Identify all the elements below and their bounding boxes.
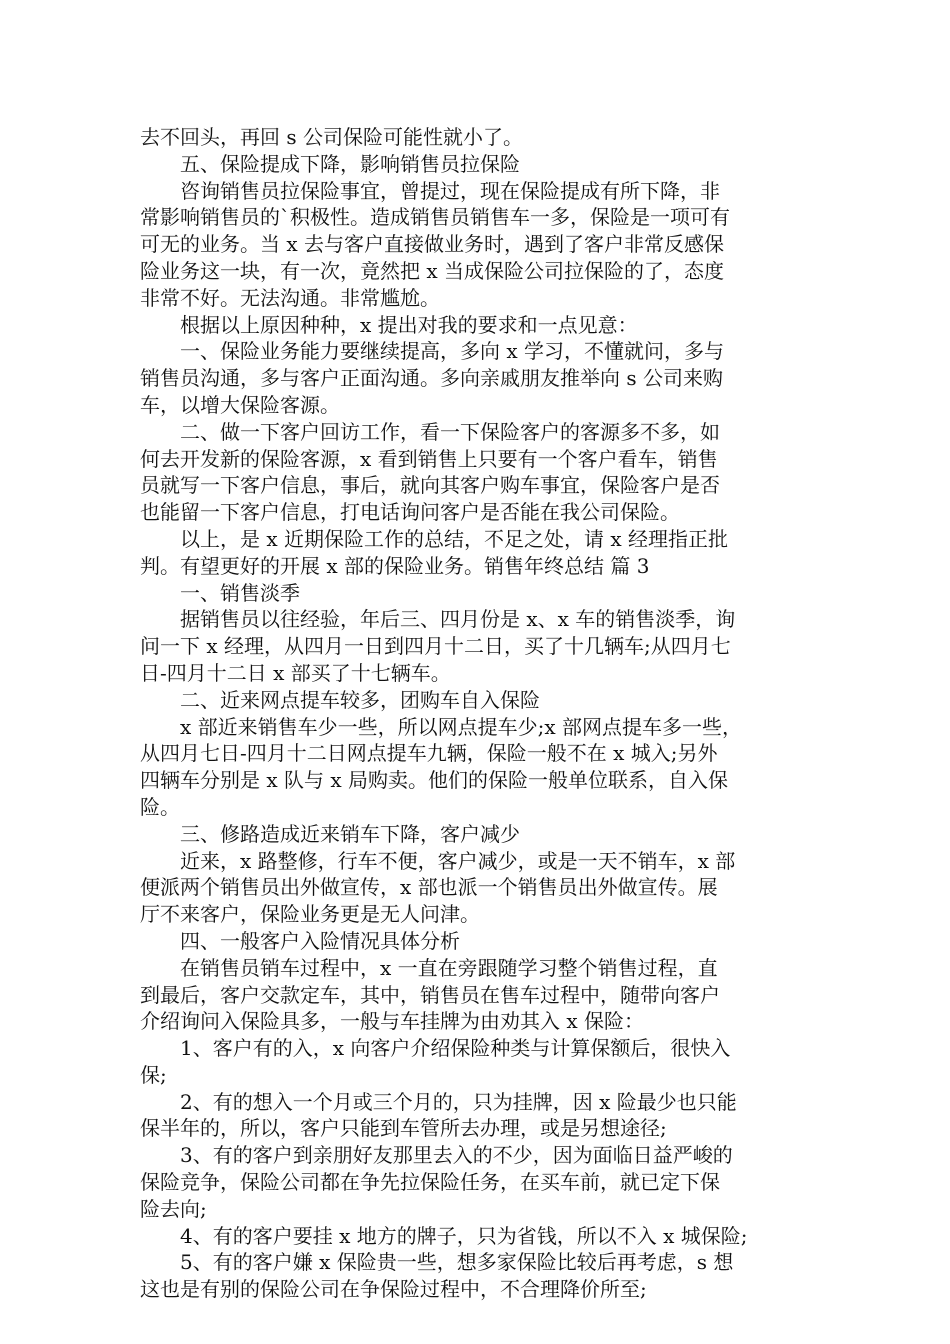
text-line: 险业务这一块，有一次，竟然把 x 当成保险公司拉保险的了，态度 — [140, 258, 724, 283]
text-line: 一、保险业务能力要继续提高，多向 x 学习，不懂就问，多与 — [180, 339, 724, 364]
document-body — [140, 124, 820, 1303]
text-line: 员就写一下客户信息，事后，就向其客户购车事宜，保险客户是否 — [140, 473, 720, 498]
text-line: 何去开发新的保险客源，x 看到销售上只要有一个客户看车，销售 — [140, 446, 718, 471]
text-line: 一、销售淡季 — [180, 580, 300, 605]
text-line: 这也是有别的保险公司在争保险过程中，不合理降价所至; — [140, 1277, 647, 1302]
text-line: 可无的业务。当 x 去与客户直接做业务时，遇到了客户非常反感保 — [140, 232, 724, 257]
text-line: 4、有的客户要挂 x 地方的牌子，只为省钱，所以不入 x 城保险; — [180, 1223, 748, 1248]
text-line: 保; — [140, 1062, 167, 1087]
text-line: 保半年的，所以，客户只能到车管所去办理，或是另想途径; — [140, 1116, 667, 1141]
text-line: 厅不来客户，保险业务更是无人问津。 — [140, 902, 480, 927]
text-line: 也能留一下客户信息，打电话询问客户是否能在我公司保险。 — [140, 500, 680, 525]
text-line: 二、做一下客户回访工作，看一下保险客户的客源多不多，如 — [180, 419, 720, 444]
text-line: 险。 — [140, 794, 180, 819]
text-line: 五、保险提成下降，影响销售员拉保险 — [180, 151, 520, 176]
text-line: 到最后，客户交款定车，其中，销售员在售车过程中，随带向客户 — [140, 982, 720, 1007]
text-line: 咨询销售员拉保险事宜，曾提过，现在保险提成有所下降，非 — [180, 178, 720, 203]
text-line: 保险竞争，保险公司都在争先拉保险任务，在买车前，就已定下保 — [140, 1170, 720, 1195]
text-line: 近来，x 路整修，行车不便，客户减少，或是一天不销车，x 部 — [180, 848, 736, 873]
text-line: 险去向; — [140, 1196, 207, 1221]
text-line: 三、修路造成近来销车下降，客户减少 — [180, 821, 520, 846]
text-line: 据销售员以往经验，年后三、四月份是 x、x 车的销售淡季，询 — [180, 607, 736, 632]
text-line: 2、有的想入一个月或三个月的，只为挂牌，因 x 险最少也只能 — [180, 1089, 737, 1114]
text-line: 以上，是 x 近期保险工作的总结，不足之处，请 x 经理指正批 — [180, 526, 728, 551]
text-line: 日-四月十二日 x 部买了十七辆车。 — [140, 660, 451, 685]
text-line: 介绍询问入保险具多，一般与车挂牌为由劝其入 x 保险： — [140, 1009, 644, 1034]
text-line: 常影响销售员的`积极性。造成销售员销售车一多，保险是一项可有 — [140, 205, 730, 230]
text-line: 销售员沟通，多与客户正面沟通。多向亲戚朋友推举向 s 公司来购 — [140, 366, 723, 391]
text-line: 四辆车分别是 x 队与 x 局购卖。他们的保险一般单位联系，自入保 — [140, 768, 728, 793]
text-line: 从四月七日-四月十二日网点提车九辆，保险一般不在 x 城入;另外 — [140, 741, 718, 766]
text-line: 3、有的客户到亲朋好友那里去入的不少，因为面临日益严峻的 — [180, 1143, 733, 1168]
text-line: 车，以增大保险客源。 — [140, 392, 340, 417]
text-line: 根据以上原因种种，x 提出对我的要求和一点见意： — [180, 312, 638, 337]
text-line: 去不回头，再回 s 公司保险可能性就小了。 — [140, 125, 523, 149]
text-line: 5、有的客户嫌 x 保险贵一些，想多家保险比较后再考虑，s 想 — [180, 1250, 734, 1275]
text-line: 便派两个销售员出外做宣传，x 部也派一个销售员出外做宣传。展 — [140, 875, 718, 900]
text-line: x 部近来销售车少一些，所以网点提车少;x 部网点提车多一些， — [180, 714, 743, 739]
text-line: 非常不好。无法沟通。非常尴尬。 — [140, 285, 440, 310]
text-line: 判。有望更好的开展 x 部的保险业务。销售年终总结 篇 3 — [140, 553, 650, 578]
text-line: 在销售员销车过程中，x 一直在旁跟随学习整个销售过程，直 — [180, 955, 718, 980]
text-line: 四、一般客户入险情况具体分析 — [180, 928, 460, 953]
text-line: 1、客户有的入，x 向客户介绍保险种类与计算保额后，很快入 — [180, 1036, 731, 1061]
text-line: 二、近来网点提车较多，团购车自入保险 — [180, 687, 540, 712]
text-line: 问一下 x 经理，从四月一日到四月十二日，买了十几辆车;从四月七 — [140, 634, 731, 659]
